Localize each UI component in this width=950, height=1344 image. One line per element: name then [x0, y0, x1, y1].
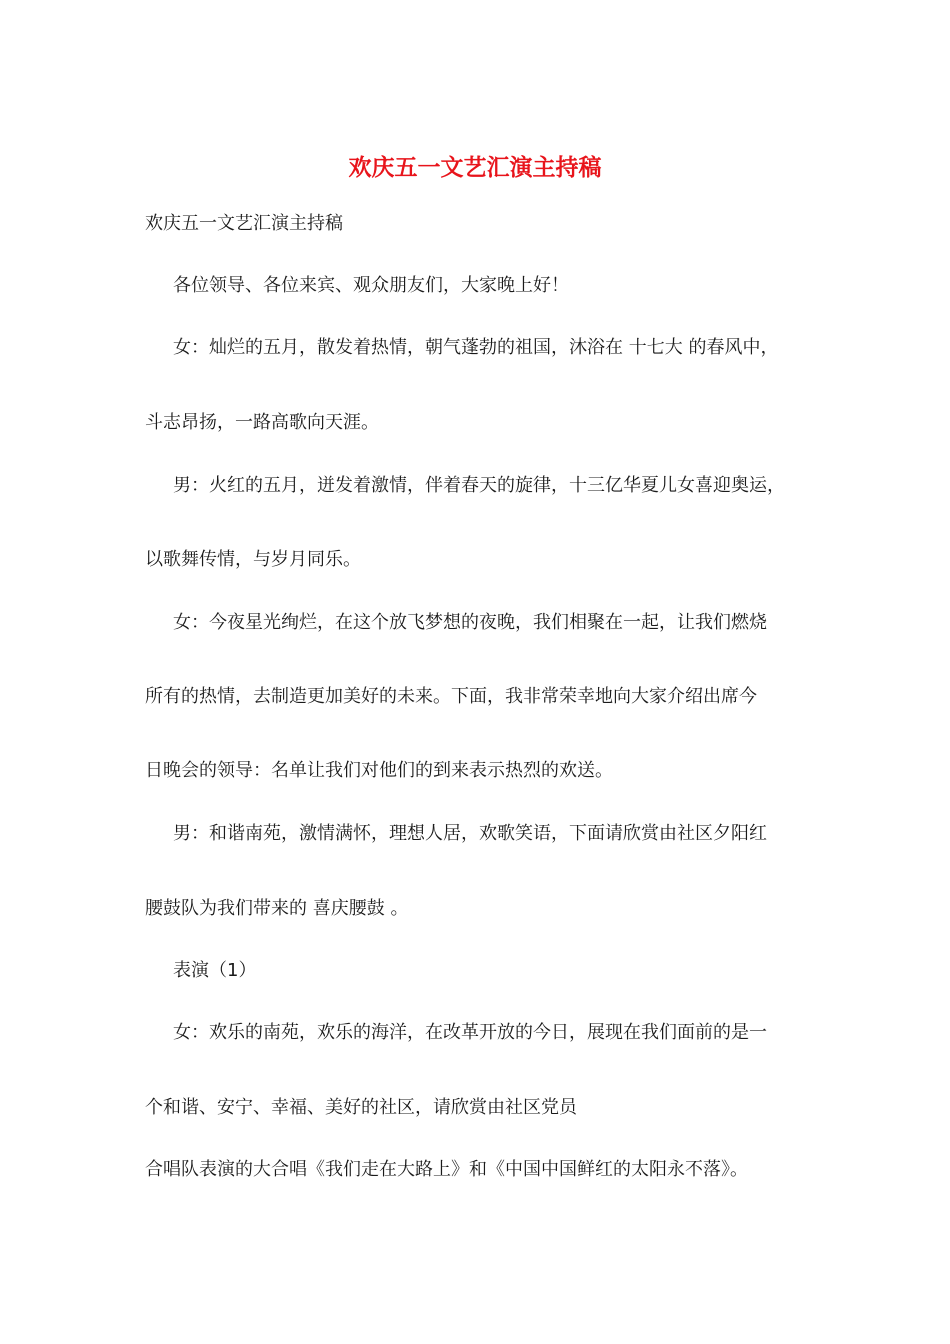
- paragraph-line: 个和谐、安宁、幸福、美好的社区，请欣赏由社区党员: [145, 1097, 577, 1118]
- paragraph-line: 日晚会的领导：名单让我们对他们的到来表示热烈的欢送。: [145, 760, 613, 781]
- paragraph-line: 以歌舞传情，与岁月同乐。: [145, 549, 361, 570]
- paragraph-line: 男：火红的五月，迸发着激情，伴着春天的旋律，十三亿华夏儿女喜迎奥运，: [173, 475, 785, 496]
- paragraph-line: 女：灿烂的五月，散发着热情，朝气蓬勃的祖国，沐浴在 十七大 的春风中，: [173, 337, 779, 358]
- paragraph-line: 男：和谐南苑，激情满怀，理想人居，欢歌笑语，下面请欣赏由社区夕阳红: [173, 823, 767, 844]
- subtitle-line: 欢庆五一文艺汇演主持稿: [145, 213, 343, 234]
- paragraph-line: 女：今夜星光绚烂，在这个放飞梦想的夜晚，我们相聚在一起，让我们燃烧: [173, 612, 767, 633]
- paragraph-line: 女：欢乐的南苑，欢乐的海洋，在改革开放的今日，展现在我们面前的是一: [173, 1022, 767, 1043]
- paragraph-line: 合唱队表演的大合唱《我们走在大路上》和《中国中国鲜红的太阳永不落》。: [145, 1159, 748, 1180]
- document-title: 欢庆五一文艺汇演主持稿: [348, 154, 602, 181]
- greeting-line: 各位领导、各位来宾、观众朋友们，大家晚上好！: [173, 275, 569, 296]
- paragraph-line: 所有的热情，去制造更加美好的未来。下面，我非常荣幸地向大家介绍出席今: [145, 686, 757, 707]
- paragraph-line: 腰鼓队为我们带来的 喜庆腰鼓 。: [145, 898, 409, 919]
- performance-label: 表演（1）: [173, 960, 257, 981]
- paragraph-line: 斗志昂扬，一路高歌向天涯。: [145, 412, 379, 433]
